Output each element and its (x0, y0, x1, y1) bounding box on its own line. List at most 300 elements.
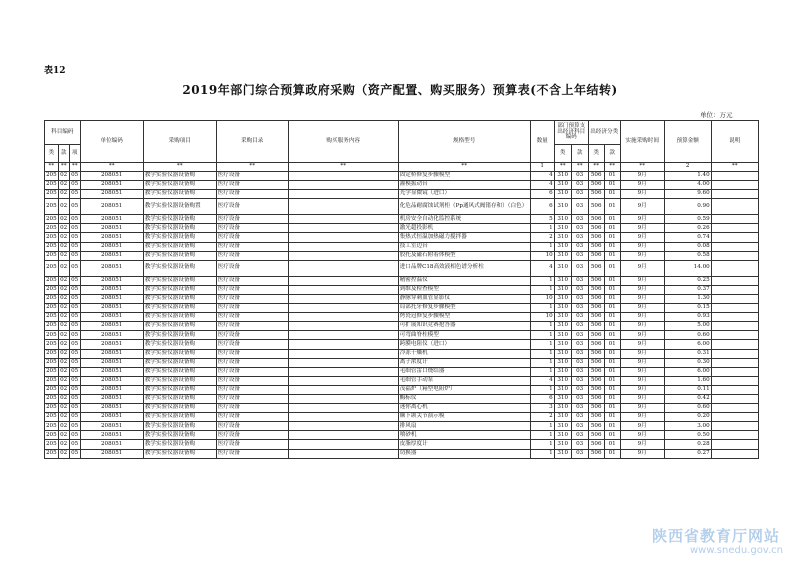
cell-spec: 切换器 (398, 449, 530, 458)
marker-cell: ** (288, 163, 398, 172)
cell-service-content (288, 440, 398, 449)
cell-impl-time: 9月 (620, 331, 664, 340)
cell-govt-lei: 506 (588, 276, 604, 285)
cell-spec: 化危品耐腐蚀试剂柜（Pp通风式阀锗存和）（白色） (398, 199, 530, 215)
cell-budget-amount: 1.30 (664, 294, 711, 303)
cell-dept-kuan: 03 (571, 313, 588, 322)
cell-xiang: 05 (69, 340, 80, 349)
cell-lei: 205 (45, 440, 59, 449)
cell-dept-kuan: 03 (571, 367, 588, 376)
cell-govt-lei: 506 (588, 181, 604, 190)
table-row (45, 276, 759, 285)
cell-govt-kuan: 01 (604, 431, 620, 440)
marker-cell: 2 (664, 163, 711, 172)
cell-spec: 可弯曲脊柱模型 (398, 331, 530, 340)
cell-dept-lei: 310 (554, 233, 571, 242)
cell-dept-lei: 310 (554, 404, 571, 413)
cell-dept-kuan: 03 (571, 449, 588, 458)
cell-service-content (288, 340, 398, 349)
cell-dept-lei: 310 (554, 199, 571, 215)
cell-lei: 205 (45, 385, 59, 394)
table-row (45, 358, 759, 367)
header-lei: 类 (45, 145, 59, 163)
cell-xiang: 05 (69, 285, 80, 294)
header-govt-lei: 类 (588, 145, 604, 163)
cell-dept-kuan: 03 (571, 224, 588, 233)
cell-kuan: 02 (58, 422, 69, 431)
header-purchase-item: 采购项目 (143, 121, 216, 163)
cell-budget-amount: 9.60 (664, 190, 711, 199)
cell-dept-kuan: 03 (571, 340, 588, 349)
cell-xiang: 05 (69, 413, 80, 422)
cell-budget-amount: 0.26 (664, 224, 711, 233)
cell-purchase-item: 教学实验仪器设备购 (143, 404, 216, 413)
cell-dept-kuan: 03 (571, 294, 588, 303)
cell-note (711, 294, 758, 303)
cell-xiang: 05 (69, 422, 80, 431)
cell-budget-amount: 0.60 (664, 331, 711, 340)
cell-govt-lei: 506 (588, 394, 604, 403)
table-row (45, 215, 759, 224)
cell-service-content (288, 199, 398, 215)
cell-govt-kuan: 01 (604, 285, 620, 294)
cell-note (711, 394, 758, 403)
cell-kuan: 02 (58, 260, 69, 276)
cell-unit-code: 208051 (80, 172, 143, 181)
cell-budget-amount: 0.28 (664, 440, 711, 449)
cell-govt-kuan: 01 (604, 172, 620, 181)
cell-govt-kuan: 01 (604, 242, 620, 251)
cell-qty: 10 (530, 251, 554, 260)
cell-dept-lei: 310 (554, 285, 571, 294)
cell-purchase-item: 教学实验仪器设备购 (143, 322, 216, 331)
cell-dept-lei: 310 (554, 431, 571, 440)
cell-impl-time: 9月 (620, 190, 664, 199)
cell-kuan: 02 (58, 190, 69, 199)
cell-service-content (288, 215, 398, 224)
cell-dept-lei: 310 (554, 181, 571, 190)
cell-dept-lei: 310 (554, 260, 571, 276)
cell-budget-amount: 6.00 (664, 367, 711, 376)
cell-qty: 6 (530, 394, 554, 403)
cell-lei: 205 (45, 260, 59, 276)
cell-govt-kuan: 01 (604, 181, 620, 190)
cell-qty: 5 (530, 215, 554, 224)
cell-dept-kuan: 03 (571, 215, 588, 224)
cell-purchase-item: 教学实验仪器设备购 (143, 385, 216, 394)
cell-govt-kuan: 01 (604, 276, 620, 285)
cell-note (711, 440, 758, 449)
cell-lei: 205 (45, 449, 59, 458)
cell-purchase-item: 教学实验仪器设备购 (143, 224, 216, 233)
cell-govt-lei: 506 (588, 224, 604, 233)
cell-note (711, 322, 758, 331)
cell-dept-lei: 310 (554, 313, 571, 322)
cell-dept-kuan: 03 (571, 385, 588, 394)
cell-spec: 到维及检查模型 (398, 285, 530, 294)
cell-govt-kuan: 01 (604, 313, 620, 322)
cell-lei: 205 (45, 242, 59, 251)
cell-xiang: 05 (69, 199, 80, 215)
cell-spec: 静脉穿刺血管显影仪 (398, 294, 530, 303)
cell-xiang: 05 (69, 276, 80, 285)
cell-note (711, 313, 758, 322)
cell-xiang: 05 (69, 190, 80, 199)
table-row (45, 367, 759, 376)
cell-qty: 1 (530, 224, 554, 233)
cell-govt-kuan: 01 (604, 385, 620, 394)
cell-note (711, 413, 758, 422)
cell-dept-kuan: 03 (571, 304, 588, 313)
cell-dept-kuan: 03 (571, 358, 588, 367)
cell-qty: 1 (530, 449, 554, 458)
cell-impl-time: 9月 (620, 242, 664, 251)
cell-impl-time: 9月 (620, 449, 664, 458)
cell-spec: 激光超投影机 (398, 224, 530, 233)
cell-spec: 酶标仪 (398, 394, 530, 403)
marker-cell: ** (45, 163, 59, 172)
cell-impl-time: 9月 (620, 313, 664, 322)
cell-qty: 1 (530, 358, 554, 367)
cell-dept-kuan: 03 (571, 172, 588, 181)
cell-lei: 205 (45, 331, 59, 340)
cell-spec: 局部托牙修复步骤模型 (398, 304, 530, 313)
cell-qty: 1 (530, 340, 554, 349)
cell-budget-amount: 0.37 (664, 285, 711, 294)
cell-dept-lei: 310 (554, 449, 571, 458)
cell-purchase-item: 教学实验仪器设备购 (143, 233, 216, 242)
cell-purchase-catalog: 医疗设备 (216, 199, 288, 215)
cell-impl-time: 9月 (620, 340, 664, 349)
cell-purchase-item: 教学实验仪器设备购 (143, 294, 216, 303)
cell-lei: 205 (45, 349, 59, 358)
cell-kuan: 02 (58, 313, 69, 322)
cell-unit-code: 208051 (80, 385, 143, 394)
table-row (45, 224, 759, 233)
cell-dept-kuan: 03 (571, 242, 588, 251)
cell-xiang: 05 (69, 322, 80, 331)
cell-spec: 固定桥修复步骤模型 (398, 172, 530, 181)
cell-service-content (288, 304, 398, 313)
cell-spec: 精密控温仪 (398, 276, 530, 285)
marker-cell: ** (143, 163, 216, 172)
cell-dept-lei: 310 (554, 413, 571, 422)
cell-qty: 10 (530, 313, 554, 322)
cell-service-content (288, 349, 398, 358)
table-row (45, 349, 759, 358)
cell-purchase-catalog: 医疗设备 (216, 385, 288, 394)
cell-spec: 冷冻干燥机 (398, 349, 530, 358)
cell-purchase-catalog: 医疗设备 (216, 233, 288, 242)
unit-label: 单位：万元 (700, 111, 733, 119)
cell-note (711, 199, 758, 215)
cell-service-content (288, 224, 398, 233)
header-note: 说明 (711, 121, 758, 163)
cell-xiang: 05 (69, 172, 80, 181)
cell-govt-lei: 506 (588, 304, 604, 313)
cell-govt-lei: 506 (588, 294, 604, 303)
cell-purchase-catalog: 医疗设备 (216, 340, 288, 349)
cell-purchase-item: 教学实验仪器设备购 (143, 349, 216, 358)
cell-budget-amount: 0.59 (664, 215, 711, 224)
cell-lei: 205 (45, 367, 59, 376)
cell-purchase-catalog: 医疗设备 (216, 260, 288, 276)
cell-govt-lei: 506 (588, 367, 604, 376)
cell-govt-kuan: 01 (604, 304, 620, 313)
cell-purchase-catalog: 医疗设备 (216, 358, 288, 367)
cell-impl-time: 9月 (620, 385, 664, 394)
cell-purchase-item: 教学实验仪器设备购 (143, 276, 216, 285)
cell-budget-amount: 0.15 (664, 304, 711, 313)
cell-service-content (288, 449, 398, 458)
cell-dept-kuan: 03 (571, 349, 588, 358)
marker-cell: ** (571, 163, 588, 172)
header-impl-time: 实施采购时间 (620, 121, 664, 163)
cell-xiang: 05 (69, 233, 80, 242)
cell-impl-time: 9月 (620, 233, 664, 242)
cell-govt-kuan: 01 (604, 440, 620, 449)
cell-impl-time: 9月 (620, 376, 664, 385)
cell-purchase-item: 教学实验仪器设备购置 (143, 199, 216, 215)
cell-spec: 技工室边台 (398, 242, 530, 251)
cell-lei: 205 (45, 322, 59, 331)
cell-lei: 205 (45, 358, 59, 367)
cell-xiang: 05 (69, 242, 80, 251)
cell-govt-kuan: 01 (604, 251, 620, 260)
cell-note (711, 449, 758, 458)
cell-budget-amount: 0.93 (664, 313, 711, 322)
cell-spec: 毛细管雷口烧结器 (398, 367, 530, 376)
cell-note (711, 190, 758, 199)
cell-xiang: 05 (69, 394, 80, 403)
cell-lei: 205 (45, 376, 59, 385)
cell-dept-kuan: 03 (571, 285, 588, 294)
cell-kuan: 02 (58, 215, 69, 224)
marker-cell: ** (80, 163, 143, 172)
header-dept-lei: 类 (554, 145, 571, 163)
cell-impl-time: 9月 (620, 199, 664, 215)
cell-spec: 进口品牌C18高效液相色谱分析柱 (398, 260, 530, 276)
cell-govt-lei: 506 (588, 313, 604, 322)
cell-impl-time: 9月 (620, 260, 664, 276)
cell-dept-lei: 310 (554, 385, 571, 394)
cell-qty: 1 (530, 285, 554, 294)
cell-govt-lei: 506 (588, 172, 604, 181)
cell-purchase-catalog: 医疗设备 (216, 224, 288, 233)
cell-kuan: 02 (58, 376, 69, 385)
table-row (45, 394, 759, 403)
cell-spec: 毛细管手动泵 (398, 376, 530, 385)
cell-note (711, 422, 758, 431)
header-unit-code: 单位编码 (80, 121, 143, 163)
cell-lei: 205 (45, 313, 59, 322)
cell-dept-lei: 310 (554, 172, 571, 181)
cell-kuan: 02 (58, 233, 69, 242)
cell-govt-kuan: 01 (604, 322, 620, 331)
cell-lei: 205 (45, 413, 59, 422)
cell-lei: 205 (45, 285, 59, 294)
cell-kuan: 02 (58, 199, 69, 215)
cell-service-content (288, 422, 398, 431)
cell-unit-code: 208051 (80, 322, 143, 331)
cell-qty: 6 (530, 199, 554, 215)
marker-cell: ** (711, 163, 758, 172)
cell-impl-time: 9月 (620, 440, 664, 449)
cell-govt-lei: 506 (588, 242, 604, 251)
cell-dept-kuan: 03 (571, 331, 588, 340)
cell-budget-amount: 5.00 (664, 322, 711, 331)
cell-unit-code: 208051 (80, 224, 143, 233)
cell-unit-code: 208051 (80, 233, 143, 242)
cell-dept-lei: 310 (554, 331, 571, 340)
cell-dept-lei: 310 (554, 367, 571, 376)
cell-govt-lei: 506 (588, 260, 604, 276)
table-row (45, 449, 759, 458)
header-dept-kuan: 款 (571, 145, 588, 163)
cell-budget-amount: 3.00 (664, 422, 711, 431)
budget-table (44, 120, 759, 459)
cell-dept-lei: 310 (554, 340, 571, 349)
cell-spec: 排风扇 (398, 422, 530, 431)
cell-impl-time: 9月 (620, 367, 664, 376)
cell-lei: 205 (45, 276, 59, 285)
cell-kuan: 02 (58, 431, 69, 440)
cell-impl-time: 9月 (620, 276, 664, 285)
cell-purchase-item: 教学实验仪器设备购 (143, 260, 216, 276)
cell-unit-code: 208051 (80, 276, 143, 285)
cell-govt-lei: 506 (588, 358, 604, 367)
cell-kuan: 02 (58, 394, 69, 403)
cell-govt-lei: 506 (588, 440, 604, 449)
cell-purchase-catalog: 医疗设备 (216, 431, 288, 440)
cell-purchase-catalog: 医疗设备 (216, 404, 288, 413)
watermark: 陕西省教育厅网站 (652, 527, 781, 545)
marker-cell: ** (216, 163, 288, 172)
cell-purchase-catalog: 医疗设备 (216, 422, 288, 431)
cell-spec: 茂福炉（箱型电阻炉） (398, 385, 530, 394)
cell-unit-code: 208051 (80, 294, 143, 303)
cell-kuan: 02 (58, 449, 69, 458)
cell-purchase-item: 教学实验仪器设备购 (143, 313, 216, 322)
watermark-url: www.snedu.gov.cn (690, 545, 783, 556)
cell-unit-code: 208051 (80, 349, 143, 358)
cell-govt-kuan: 01 (604, 349, 620, 358)
cell-purchase-item: 教学实验仪器设备购 (143, 413, 216, 422)
cell-unit-code: 208051 (80, 285, 143, 294)
cell-unit-code: 208051 (80, 251, 143, 260)
cell-dept-lei: 310 (554, 349, 571, 358)
cell-unit-code: 208051 (80, 449, 143, 458)
cell-service-content (288, 331, 398, 340)
cell-kuan: 02 (58, 385, 69, 394)
cell-note (711, 181, 758, 190)
cell-budget-amount: 0.30 (664, 358, 711, 367)
cell-impl-time: 9月 (620, 172, 664, 181)
cell-unit-code: 208051 (80, 367, 143, 376)
cell-purchase-catalog: 医疗设备 (216, 413, 288, 422)
cell-kuan: 02 (58, 340, 69, 349)
cell-qty: 2 (530, 233, 554, 242)
cell-purchase-item: 教学实验仪器设备购 (143, 215, 216, 224)
cell-unit-code: 208051 (80, 376, 143, 385)
cell-dept-lei: 310 (554, 294, 571, 303)
table-row (45, 251, 759, 260)
cell-xiang: 05 (69, 313, 80, 322)
cell-dept-lei: 310 (554, 190, 571, 199)
cell-dept-kuan: 03 (571, 251, 588, 260)
cell-xiang: 05 (69, 404, 80, 413)
cell-note (711, 224, 758, 233)
cell-spec: 离子浓度计 (398, 358, 530, 367)
cell-service-content (288, 233, 398, 242)
cell-dept-lei: 310 (554, 322, 571, 331)
cell-impl-time: 9月 (620, 394, 664, 403)
cell-service-content (288, 367, 398, 376)
cell-qty: 1 (530, 367, 554, 376)
cell-unit-code: 208051 (80, 340, 143, 349)
table-row (45, 233, 759, 242)
cell-budget-amount: 0.60 (664, 404, 711, 413)
cell-purchase-item: 教学实验仪器设备购 (143, 190, 216, 199)
cell-budget-amount: 0.50 (664, 431, 711, 440)
cell-impl-time: 9月 (620, 285, 664, 294)
cell-govt-lei: 506 (588, 449, 604, 458)
cell-qty: 1 (530, 276, 554, 285)
cell-impl-time: 9月 (620, 304, 664, 313)
cell-qty: 6 (530, 190, 554, 199)
header-service-content: 购买服务内容 (288, 121, 398, 163)
cell-govt-lei: 506 (588, 322, 604, 331)
cell-spec: 可扩展知识竞赛抢答器 (398, 322, 530, 331)
cell-purchase-item: 教学实验仪器设备购 (143, 440, 216, 449)
cell-impl-time: 9月 (620, 422, 664, 431)
cell-purchase-item: 教学实验仪器设备购 (143, 394, 216, 403)
cell-govt-lei: 506 (588, 340, 604, 349)
cell-kuan: 02 (58, 224, 69, 233)
cell-budget-amount: 0.27 (664, 449, 711, 458)
cell-dept-kuan: 03 (571, 376, 588, 385)
header-purchase-catalog: 采购目录 (216, 121, 288, 163)
cell-qty: 2 (530, 413, 554, 422)
cell-purchase-catalog: 医疗设备 (216, 276, 288, 285)
cell-qty: 3 (530, 404, 554, 413)
cell-note (711, 431, 758, 440)
table-row (45, 413, 759, 422)
cell-purchase-catalog: 医疗设备 (216, 331, 288, 340)
cell-purchase-item: 教学实验仪器设备购 (143, 242, 216, 251)
cell-spec: 光学显微镜（进口） (398, 190, 530, 199)
cell-unit-code: 208051 (80, 242, 143, 251)
cell-purchase-catalog: 医疗设备 (216, 313, 288, 322)
cell-govt-kuan: 01 (604, 394, 620, 403)
cell-unit-code: 208051 (80, 331, 143, 340)
cell-xiang: 05 (69, 294, 80, 303)
cell-xiang: 05 (69, 181, 80, 190)
cell-kuan: 02 (58, 367, 69, 376)
table-row (45, 440, 759, 449)
cell-unit-code: 208051 (80, 215, 143, 224)
cell-spec: 跨膜电阻仪（进口） (398, 340, 530, 349)
cell-spec: 颞下颌关节演示模 (398, 413, 530, 422)
cell-kuan: 02 (58, 304, 69, 313)
cell-service-content (288, 260, 398, 276)
cell-govt-lei: 506 (588, 251, 604, 260)
cell-service-content (288, 385, 398, 394)
cell-service-content (288, 313, 398, 322)
cell-lei: 205 (45, 431, 59, 440)
table-row (45, 172, 759, 181)
cell-dept-kuan: 03 (571, 276, 588, 285)
